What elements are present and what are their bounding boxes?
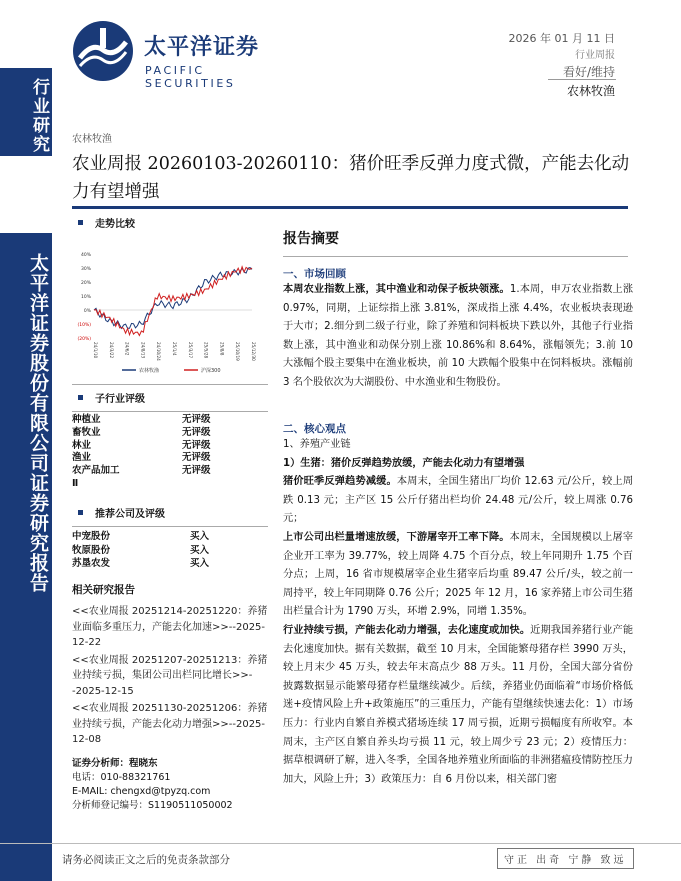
logo-mark-icon	[72, 20, 134, 82]
trend-heading-text: 走势比较	[95, 219, 135, 230]
logo-en-text: PACIFIC SECURITIES	[145, 64, 236, 90]
sub-rating-row	[72, 465, 268, 478]
header-divider	[548, 79, 616, 80]
analyst-cert: 分析师登记编号：S1190511050002	[72, 800, 233, 811]
sub-rating-name: 渔业	[72, 452, 92, 464]
legend-label: 农林牧渔	[139, 368, 160, 374]
related-list	[72, 604, 272, 750]
bullet-square-icon	[78, 220, 83, 225]
sidebar-company-text: 太平洋证券股份有限公司证券研究报告	[27, 253, 49, 593]
series-line-2	[94, 267, 252, 336]
sub-rating-heading-text: 子行业评级	[95, 394, 145, 405]
recommend-value: 买入	[190, 544, 210, 556]
slaughter-text: 本周末，全国规模以上屠宰企业开工率为 39.77%，较上周降 4.75 个百分点，较上年同期升 1.75 个百分点；上周，16 省市规模屠宰企业生猪宰后均重 89.47 公斤/头，较之前一周持平，较上年同期降 0.76 公斤；2025 年 12 月，16 家养猪上市公司生猪出栏量合计为 1790 万头，环增 2.9%，同增 1.35%。	[283, 531, 634, 618]
hog-price-lead: 猪价旺季反弹趋势减缓。	[283, 476, 397, 488]
trend-heading	[72, 215, 272, 230]
bullet-square-icon	[78, 510, 83, 515]
section-divider	[72, 411, 268, 412]
sub-rating-name: 畜牧业	[72, 426, 101, 438]
y-tick-label: (20%)	[77, 337, 91, 342]
capacity-lead: 行业持续亏损，产能去化动力增强，去化速度或加快。	[283, 624, 531, 636]
sub-rating-value	[182, 478, 268, 491]
x-tick-label: 25/5/28	[203, 342, 209, 359]
x-tick-label: 25/10/19	[235, 342, 241, 361]
sub-rating-table	[72, 414, 268, 491]
sub-rating-name: 林业	[72, 439, 92, 451]
sub-rating-value: 无评级	[182, 439, 211, 451]
y-tick-label: 40%	[80, 253, 91, 258]
recommend-name: 牧原股份	[72, 544, 111, 556]
industry-sector: 农林牧渔	[566, 84, 615, 98]
recommend-value: 买入	[190, 558, 210, 569]
sub-rating-value: 无评级	[182, 452, 211, 464]
x-tick-label: 25/1/4	[172, 342, 177, 356]
industry-rating: 看好/维持	[562, 65, 615, 79]
legend-label: 沪深300	[201, 368, 221, 374]
market-review-text: 1.本周，申万农业指数上涨 0.97%，同期，上证综指上涨 3.81%，深成指上涨 4.4%，农业板块表现逊于大市；2.细分到二级子行业，除了养殖和饲料板块下跌以外，其他子行业指数上涨，其中渔业和动保分别上涨 10.86%和 8.64%，涨幅领先；3.前 10 大涨幅个股主要集中在渔业板块，前 10 大跌幅个股集中在饲料板块。涨幅前 3 名个股依次为大湖股份、中水渔业和生物股份。	[283, 284, 634, 388]
company-logo	[72, 20, 292, 100]
y-tick-label: (10%)	[77, 323, 91, 328]
footer-motto: 守正 出奇 宁静 致远	[497, 848, 634, 869]
recommend-heading-text: 推荐公司及评级	[95, 509, 165, 520]
analyst-name: 证券分析师：程晓东	[72, 758, 158, 769]
sub-rating-row	[72, 452, 268, 465]
sub-rating-heading	[72, 390, 268, 405]
x-tick-label: 24/1/10	[93, 342, 98, 359]
x-tick-label: 24/8/13	[140, 342, 146, 359]
title-divider	[72, 206, 628, 209]
hog-price-paragraph	[283, 473, 633, 529]
recommend-row	[72, 530, 268, 544]
series-line-1	[94, 268, 252, 329]
left-sidebar	[0, 0, 52, 881]
x-tick-label: 24/6/2	[124, 342, 130, 356]
sidebar-company-block	[0, 233, 52, 881]
sub-rating-row	[72, 427, 268, 440]
x-tick-label: 24/10/24	[156, 342, 162, 361]
sidebar-category-block	[0, 68, 52, 156]
summary-divider	[283, 256, 628, 257]
analyst-email[interactable]: E-MAIL: chengxd@tpyzq.com	[72, 786, 211, 797]
y-tick-label: 0%	[83, 309, 91, 314]
related-report-link[interactable]: <<农业周报 20251130-20251206：养猪业持续亏损，产能去化动力增强>>--2025-12-08	[72, 703, 268, 745]
capacity-paragraph	[283, 622, 633, 789]
footer-divider	[0, 843, 681, 844]
logo-cn-text: 太平洋证券	[144, 35, 260, 60]
y-tick-label: 20%	[80, 281, 91, 286]
analyst-info	[72, 757, 272, 813]
sidebar-category-text: 行业研究	[29, 78, 49, 154]
sub-rating-row	[72, 440, 268, 453]
y-tick-label: 30%	[80, 267, 91, 272]
summary-title: 报告摘要	[283, 231, 339, 247]
section-market-review: 一、市场回顾	[283, 268, 346, 280]
sub-heading-chain: 1、养殖产业链	[283, 439, 351, 450]
core-view-block	[283, 436, 633, 789]
section-divider	[72, 526, 268, 527]
sub-rating-value: 无评级	[182, 465, 211, 477]
footer-disclaimer[interactable]: 请务必阅读正文之后的免责条款部分	[62, 854, 230, 866]
recommend-heading	[72, 505, 268, 520]
recommend-value: 买入	[190, 531, 210, 542]
y-tick-label: 10%	[80, 295, 91, 300]
recommend-section	[72, 505, 268, 531]
slaughter-paragraph	[283, 529, 633, 622]
recommend-table	[72, 530, 268, 571]
bullet-square-icon	[78, 395, 83, 400]
analyst-phone: 电话：010-88321761	[72, 772, 171, 783]
report-date: 2026 年 01 月 11 日	[508, 32, 615, 45]
market-review-paragraph	[283, 281, 633, 393]
sub-rating-value: 无评级	[182, 426, 211, 438]
hog-price-text: 本周末，全国生猪出厂均价 12.63 元/公斤，较上周跌 0.13 元；主产区 15 公斤仔猪出栏均价 24.48 元/公斤，较上周涨 0.76 元；	[283, 476, 634, 525]
related-report-link[interactable]: <<农业周报 20251207-20251213：养猪业持续亏损，集团公司出栏同比增长>>--2025-12-15	[72, 654, 268, 697]
sub-rating-value: 无评级	[182, 414, 211, 425]
x-tick-label: 24/3/22	[108, 342, 114, 359]
recommend-row	[72, 544, 268, 558]
trend-chart	[72, 238, 268, 383]
sub-heading-hog: 1）生猪：猪价反弹趋势放缓，产能去化动力有望增强	[283, 457, 525, 469]
sub-rating-section	[72, 390, 268, 416]
sub-rating-row	[72, 478, 268, 491]
page-title: 农业周报 20260103-20260110：猪价旺季反弹力度式微，产能去化动力有望增强	[72, 154, 630, 202]
trend-section	[72, 215, 272, 230]
sub-rating-name: Ⅱ	[72, 477, 79, 489]
chart-divider	[72, 384, 268, 385]
market-review-lead: 本周农业指数上涨，其中渔业和动保子板块领涨。	[283, 284, 510, 295]
recommend-name: 中宠股份	[72, 531, 111, 542]
report-type: 行业周报	[575, 50, 615, 61]
x-tick-label: 25/12/30	[251, 342, 256, 361]
sub-rating-name: 农产品加工	[72, 465, 120, 477]
section-core-view: 二、核心观点	[283, 423, 346, 435]
sub-rating-row	[72, 414, 268, 427]
slaughter-lead: 上市公司出栏量增速放缓，下游屠宰开工率下降。	[283, 531, 510, 543]
capacity-text: 近期我国养猪行业产能去化速度加快。据有关数据，截至 10 月末，全国能繁母猪存栏 3990 万头，较上月末少 45 万头，较去年末高点少 88 万头。11 月份，全国大部分省份披露数据显示能繁母猪存栏量继续减少。后续，养猪业仍面临着“市场价格低迷+疫情风险上升+政策施压”的三重压力，产能有望继续快速去化：1）市场压力：行业内自繁自养模式猪场连续 17 周亏损，近期亏损幅度有所收窄。本周末，主产区自繁自养头均亏损 11 元，较上周少亏 23 元；2）疫情压力：据草根调研了解，进入冬季，全国各地养殖业所面临的非洲猪瘟疫情防控压力加大，风险上升；3）政策压力：自 6 月份以来，相关部门密	[283, 624, 634, 785]
sub-rating-name: 种植业	[72, 414, 101, 425]
related-report-link[interactable]: <<农业周报 20251214-20251220：养猪业面临多重压力，产能去化加速>>--2025-12-22	[72, 606, 268, 648]
recommend-name: 苏垦农发	[72, 558, 111, 569]
breadcrumb: 农林牧渔	[72, 134, 112, 145]
recommend-row	[72, 557, 268, 571]
x-tick-label: 25/3/17	[187, 342, 193, 359]
x-tick-label: 25/8/8	[219, 342, 225, 356]
related-heading: 相关研究报告	[72, 584, 135, 596]
